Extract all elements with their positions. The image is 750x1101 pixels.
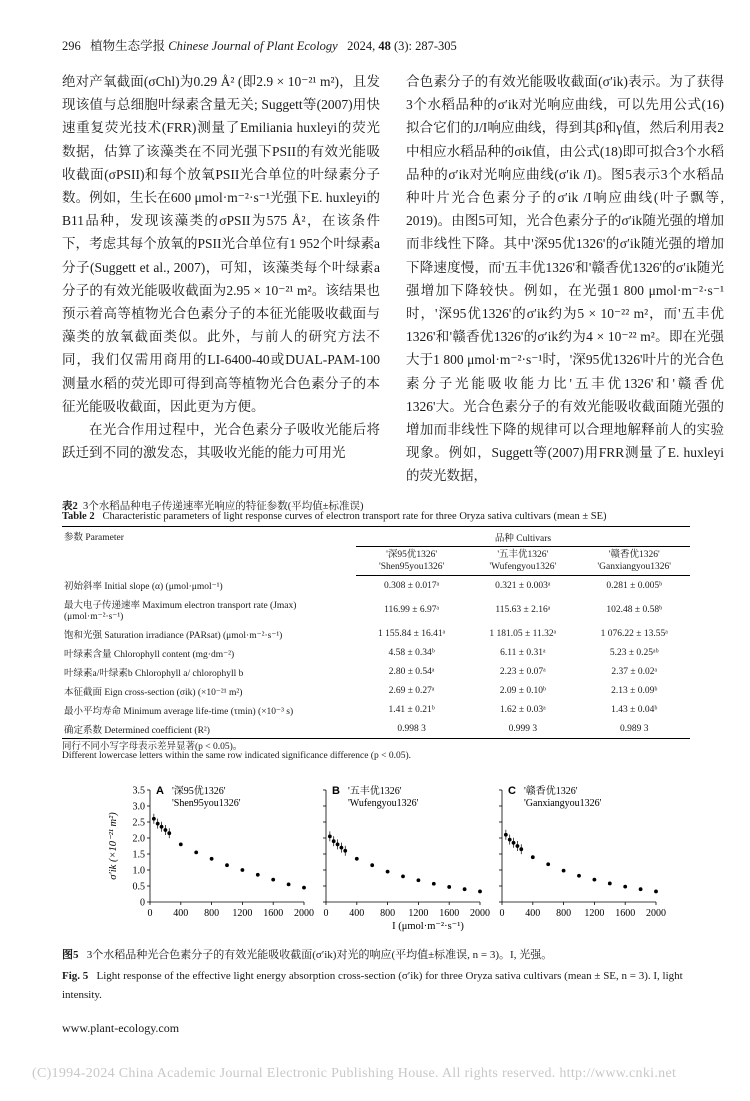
footer-url: www.plant-ecology.com — [62, 1021, 180, 1035]
data-point — [447, 885, 451, 889]
x-tick-label: 1600 — [615, 908, 636, 919]
data-point — [302, 886, 306, 890]
data-point — [355, 857, 359, 861]
journal-year: 2024, — [347, 39, 376, 53]
running-header — [62, 36, 457, 54]
data-point — [463, 887, 467, 891]
x-tick-label: 1600 — [263, 908, 284, 919]
panel-letter: A — [156, 785, 164, 797]
x-tick-label: 1200 — [584, 908, 605, 919]
y-tick-label: 1.5 — [132, 849, 145, 861]
data-point — [179, 843, 183, 847]
data-point — [608, 882, 612, 886]
x-axis-label: I (μmol·m⁻²·s⁻¹) — [392, 921, 464, 932]
cultivar-col: '五丰优1326' 'Wufengyou1326' — [467, 547, 578, 576]
paragraph: 合色素分子的有效光能吸收截面(σ′ik)表示。为了获得3个水稻品种的σ′ik对光响应曲线，可以先用公式(16)拟合它们的J/I响应曲线，得到其β和γ值，然后利用表2中相应水稻品种的σik值，由公式(18)即可拟合3个水稻品种的σ′ik对光响应曲线(σ′ik /I)。图5表示3个水稻品种叶片光合色素分子的σ′ik /I响应曲线(叶子飘等, 2019)。由图5可知，光合色素分子的σ′ik随光强的增加而非线性下降。其中'深95优1326'的σ′ik随光强的增加下降速度慢，而'五丰优1326'和'赣香优1326'的σ′ik随光强增加下降较快。例如，在光强1 800 μmol·m⁻²·s⁻¹时，'深95优1326'的σ′ik约为5 × 10⁻²² m²，而'五丰优1326'和'赣香优1326'的σ′ik约为4 × 10⁻²² m²。即在光强大于1 800 μmol·m⁻²·s⁻¹时，'深95优1326'叶片的光合色素分子光能吸收能力比'五丰优1326'和'赣香优1326'大。光合色素分子的有效光能吸收截面随光强的增加而非线性下降的规律可以合理地解释前人的实验现象。例如，Suggett等(2007)用FRR测量了E. huxleyi的荧光数据， — [406, 74, 724, 484]
table-caption-en: Table 2 Characteristic parameters of light response curves of electron transport rate for three Oryza sativa cultivars (mean ± SE) — [62, 511, 607, 522]
data-point — [531, 855, 535, 859]
paragraph: 在光合作用过程中，光合色素分子吸收光能后将跃迁到不同的激发态，其吸收光能的能力可用光 — [62, 422, 380, 461]
data-point — [160, 825, 164, 829]
x-tick-label: 1600 — [439, 908, 460, 919]
journal-issue-pages: (3): 287-305 — [393, 39, 457, 53]
paragraph: 绝对产氧截面(σChl)为0.29 Å² (即2.9 × 10⁻²¹ m²)，且发现该值与总细胞叶绿素含量无关; Suggett等(2007)用快速重复荧光技术(FRR)测量了Emiliania huxleyi的荧光数据，估算了该藻类在不同光强下PSII的有效光能吸收截面(σPSII)和每个放氧PSII光合单位的叶绿素分子数。例如，生长在600 μmol·m⁻²·s⁻¹光强下E. huxleyi的B11品种，发现该藻类的σPSII为575 Å²，在该条件下，考虑其每个放氧的PSII光合单位有1 952个叶绿素a分子(Suggett et al., 2007)，可知，该藻类每个叶绿素a分子的有效光能吸收截面为2.95 × 10⁻²¹ m²。该结果也预示着高等植物光合色素分子的本征光能吸收截面与藻类的放氧截面类似。此外，与前人的研究方法不同，我们仅需用商用的LI-6400-40或DUAL-PAM-100测量水稻的荧光即可得到高等植物光合色素分子的本征光能吸收截面，因此更为方便。 — [62, 74, 380, 414]
data-point — [343, 849, 347, 853]
table-note-en: Different lowercase letters within the same row indicated significance difference (p < 0.05). — [62, 751, 411, 761]
data-point — [332, 839, 336, 843]
table-row: 本征截面 Eign cross-section (σik) (×10⁻²¹ m²) 2.69 ± 0.27ᵃ 2.09 ± 0.10ᵇ 2.13 ± 0.09ᵇ — [64, 685, 658, 698]
panel-label-en: 'Shen95you1326' — [172, 798, 241, 809]
x-tick-label: 1200 — [232, 908, 253, 919]
table-row: 确定系数 Determined coefficient (R²) 0.998 3 0.999 3 0.989 3 — [62, 719, 690, 739]
data-point — [194, 851, 198, 855]
data-point — [639, 887, 643, 891]
data-point — [504, 833, 508, 837]
data-point — [336, 843, 340, 847]
journal-name-cn: 植物生态学报 — [90, 39, 166, 53]
x-tick-label: 400 — [173, 908, 189, 919]
journal-name-en: Chinese Journal of Plant Ecology — [168, 39, 338, 53]
table-header-row — [62, 527, 690, 547]
y-tick-label: 1.0 — [132, 865, 145, 877]
data-point — [593, 878, 597, 882]
data-point — [623, 885, 627, 889]
data-point — [508, 838, 512, 842]
journal-volume: 48 — [378, 39, 391, 53]
data-point — [516, 844, 520, 848]
data-point — [271, 878, 275, 882]
cultivar-col: '深95优1326' 'Shen95you1326' — [356, 547, 467, 576]
x-tick-label: 2000 — [294, 908, 314, 919]
figure-caption-cn: 图5 3个水稻品种光合色素分子的有效光能吸收截面(σ′ik)对光的响应(平均值±标准误, n = 3)。I, 光强。 — [62, 949, 553, 961]
x-tick-label: 0 — [147, 908, 153, 919]
data-point — [210, 857, 214, 861]
panel-letter: B — [332, 785, 340, 797]
right-column — [406, 70, 724, 488]
x-tick-label: 0 — [323, 908, 329, 919]
panel-label-cn: '深95优1326' — [172, 786, 226, 797]
data-point — [562, 869, 566, 873]
panel-label-en: 'Ganxiangyou1326' — [524, 798, 602, 809]
x-tick-label: 800 — [380, 908, 396, 919]
panel-letter: C — [508, 785, 516, 797]
panel-label-en: 'Wufengyou1326' — [348, 798, 419, 809]
table-caption-cn: 表2 3个水稻品种电子传递速率光响应的特征参数(平均值±标准误) — [62, 501, 364, 512]
copyright-watermark: (C)1994-2024 China Academic Journal Electronic Publishing House. All rights reserved. http://www.cnki.net — [32, 1066, 677, 1081]
data-point — [386, 870, 390, 874]
y-tick-label: 2.5 — [132, 817, 145, 829]
data-point — [546, 862, 550, 866]
table-note-cn: 同行不同小写字母表示差异显著(p < 0.05)。 — [62, 742, 243, 752]
data-point — [225, 863, 229, 867]
data-point — [152, 817, 156, 821]
table-row: 最小平均寿命 Minimum average life-time (τmin) (×10⁻³ s) 1.41 ± 0.21ᵇ 1.62 ± 0.03ᵃ 1.43 ± 0.04ᵇ — [64, 704, 658, 717]
x-tick-label: 800 — [204, 908, 220, 919]
x-tick-label: 2000 — [646, 908, 666, 919]
data-point — [417, 878, 421, 882]
table-row: 叶绿素含量 Chlorophyll content (mg·dm⁻²) 4.58 ± 0.34ᵇ 6.11 ± 0.31ᵃ 5.23 ± 0.25ᵃᵇ — [64, 647, 659, 660]
x-tick-label: 0 — [499, 908, 505, 919]
x-tick-label: 2000 — [470, 908, 490, 919]
param-header: 参数 Parameter — [62, 527, 356, 576]
page-number: 296 — [62, 39, 81, 53]
panel-label-cn: '赣香优1326' — [524, 786, 578, 797]
data-point — [432, 882, 436, 886]
table-row: 最大电子传递速率 Maximum electron transport rate (Jmax) (μmol·m⁻²·s⁻¹) 116.99 ± 6.97ᵃ 115.63 ± 2.16ᵃ 102.48 ± 0.58ᵇ — [64, 601, 663, 622]
x-tick-label: 800 — [556, 908, 572, 919]
data-point — [519, 847, 523, 851]
data-point — [370, 863, 374, 867]
y-tick-label: 0.5 — [132, 881, 145, 893]
figure-5-chart — [62, 780, 702, 940]
data-point — [577, 874, 581, 878]
x-tick-label: 1200 — [408, 908, 429, 919]
data-point — [256, 873, 260, 877]
y-tick-label: 2.0 — [132, 833, 145, 845]
table-row: 初始斜率 Initial slope (α) (μmol·μmol⁻¹) 0.308 ± 0.017ᵃ 0.321 ± 0.003ᵃ 0.281 ± 0.005ᵇ — [64, 580, 663, 593]
data-point — [654, 890, 658, 894]
table-row: 饱和光强 Saturation irradiance (PARsat) (μmol·m⁻²·s⁻¹) 1 155.84 ± 16.41ᵃ 1 181.05 ± 11.32ᵃ 1 076.22 ± 13.55ᵃ — [64, 628, 668, 641]
figure-caption-en: Fig. 5 Light response of the effective light energy absorption cross-section (σ′ik) for three Oryza sativa cultivars (mean ± SE, n = 3). I, light intensity. — [62, 970, 683, 1001]
y-axis-label: σ′ik (×10⁻²¹ m²) — [108, 812, 119, 880]
y-tick-label: 3.0 — [132, 801, 145, 813]
x-tick-label: 400 — [525, 908, 541, 919]
left-column — [62, 70, 380, 464]
data-point — [156, 822, 160, 826]
data-point — [512, 841, 516, 845]
data-point — [167, 831, 171, 835]
x-tick-label: 400 — [349, 908, 365, 919]
data-point — [164, 828, 168, 832]
data-point — [241, 868, 245, 872]
cultivar-header: 品种 Cultivars — [356, 527, 690, 547]
data-point — [340, 846, 344, 850]
data-table — [62, 526, 690, 739]
panel-label-cn: '五丰优1326' — [348, 786, 402, 797]
y-tick-label: 0 — [140, 897, 145, 909]
data-point — [287, 883, 291, 887]
data-point — [328, 835, 332, 839]
y-tick-label: 3.5 — [132, 785, 145, 797]
data-point — [401, 875, 405, 879]
data-point — [478, 890, 482, 894]
table-row: 叶绿素a/叶绿素b Chlorophyll a/ chlorophyll b 2.80 ± 0.54ᵃ 2.23 ± 0.07ᵃ 2.37 ± 0.02ᵃ — [64, 666, 658, 679]
cultivar-col: '赣香优1326' 'Ganxiangyou1326' — [578, 547, 690, 576]
